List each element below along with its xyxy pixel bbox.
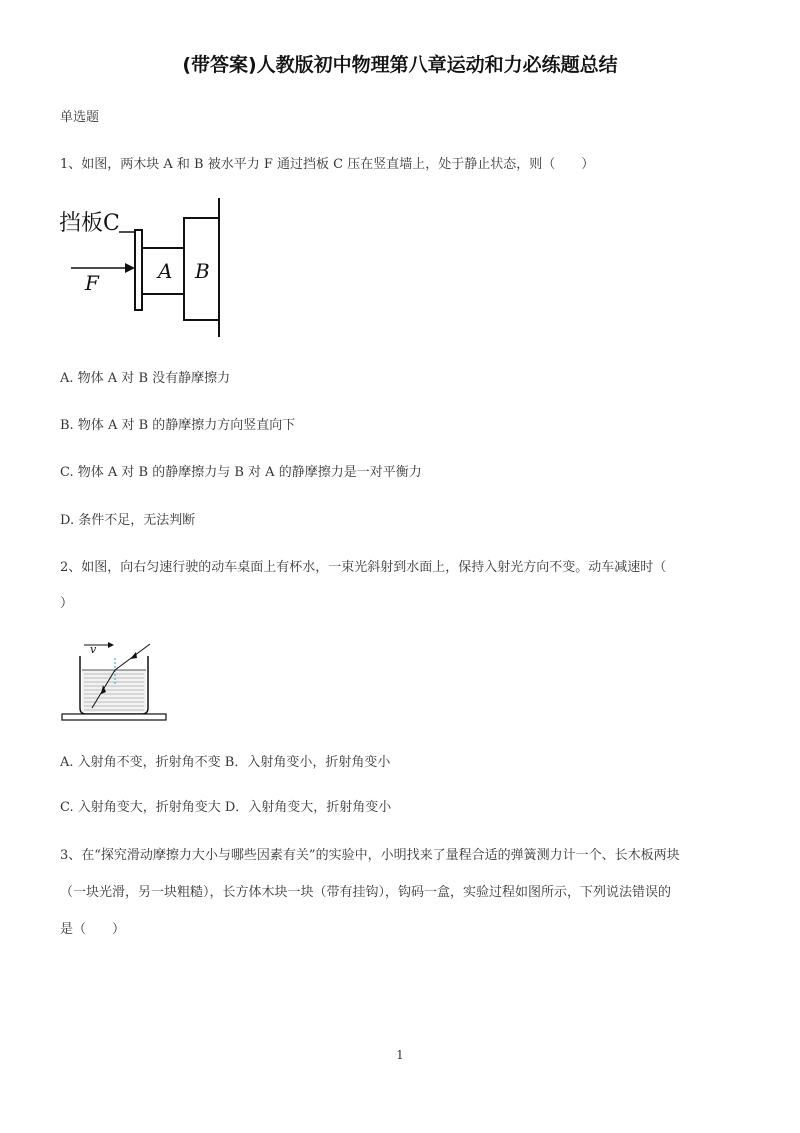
plate-c (135, 230, 142, 310)
question-2-stem-end: ） (60, 596, 74, 611)
question-2-options-cd: C. 入射角变大，折射角变大 D．入射角变大，折射角变小 (60, 800, 392, 815)
question-3-stem-line-2: （一块光滑，另一块粗糙），长方体木块一块（带有挂钩），钩码一盒，实验过程如图所示，下列说法错误的 (60, 885, 672, 900)
question-2-figure (60, 638, 170, 722)
block-b-label: B (195, 259, 210, 283)
question-2-options-ab: A. 入射角不变，折射角不变 B．入射角变小，折射角变小 (60, 755, 391, 770)
plate-c-label: 挡板C (59, 211, 120, 236)
question-1-option-d: D. 条件不足，无法判断 (60, 513, 196, 528)
question-1-stem: 1、如图，两木块 A 和 B 被水平力 F 通过挡板 C 压在竖直墙上，处于静止状态，则（ ） (60, 157, 595, 172)
question-2-stem: 2、如图，向右匀速行驶的动车桌面上有杯水，一束光斜射到水面上，保持入射光方向不变。动车减速时（ (60, 560, 667, 575)
section-heading: 单选题 (60, 110, 100, 125)
question-1-option-a: A. 物体 A 对 B 没有静摩擦力 (60, 371, 231, 386)
page-title: (带答案)人教版初中物理第八章运动和力必练题总结 (182, 54, 618, 76)
question-1-figure (55, 192, 235, 342)
block-a-label: A (158, 259, 173, 283)
page-number: 1 (396, 1048, 404, 1062)
question-3-stem-line-1: 3、在“探究滑动摩擦力大小与哪些因素有关”的实验中，小明找来了量程合适的弹簧测力计一个、长木板两块 (60, 848, 680, 863)
question-3-stem-line-3: 是（ ） (60, 922, 126, 937)
velocity-label: v (90, 643, 97, 656)
question-1-option-b: B. 物体 A 对 B 的静摩擦力方向竖直向下 (60, 418, 296, 433)
force-arrow-head (125, 263, 135, 273)
velocity-arrow-head (108, 642, 114, 648)
force-label: F (85, 271, 99, 295)
incident-ray-arrow (130, 652, 137, 659)
table-surface (62, 714, 166, 720)
question-1-option-c: C. 物体 A 对 B 的静摩擦力与 B 对 A 的静摩擦力是一对平衡力 (60, 465, 422, 480)
